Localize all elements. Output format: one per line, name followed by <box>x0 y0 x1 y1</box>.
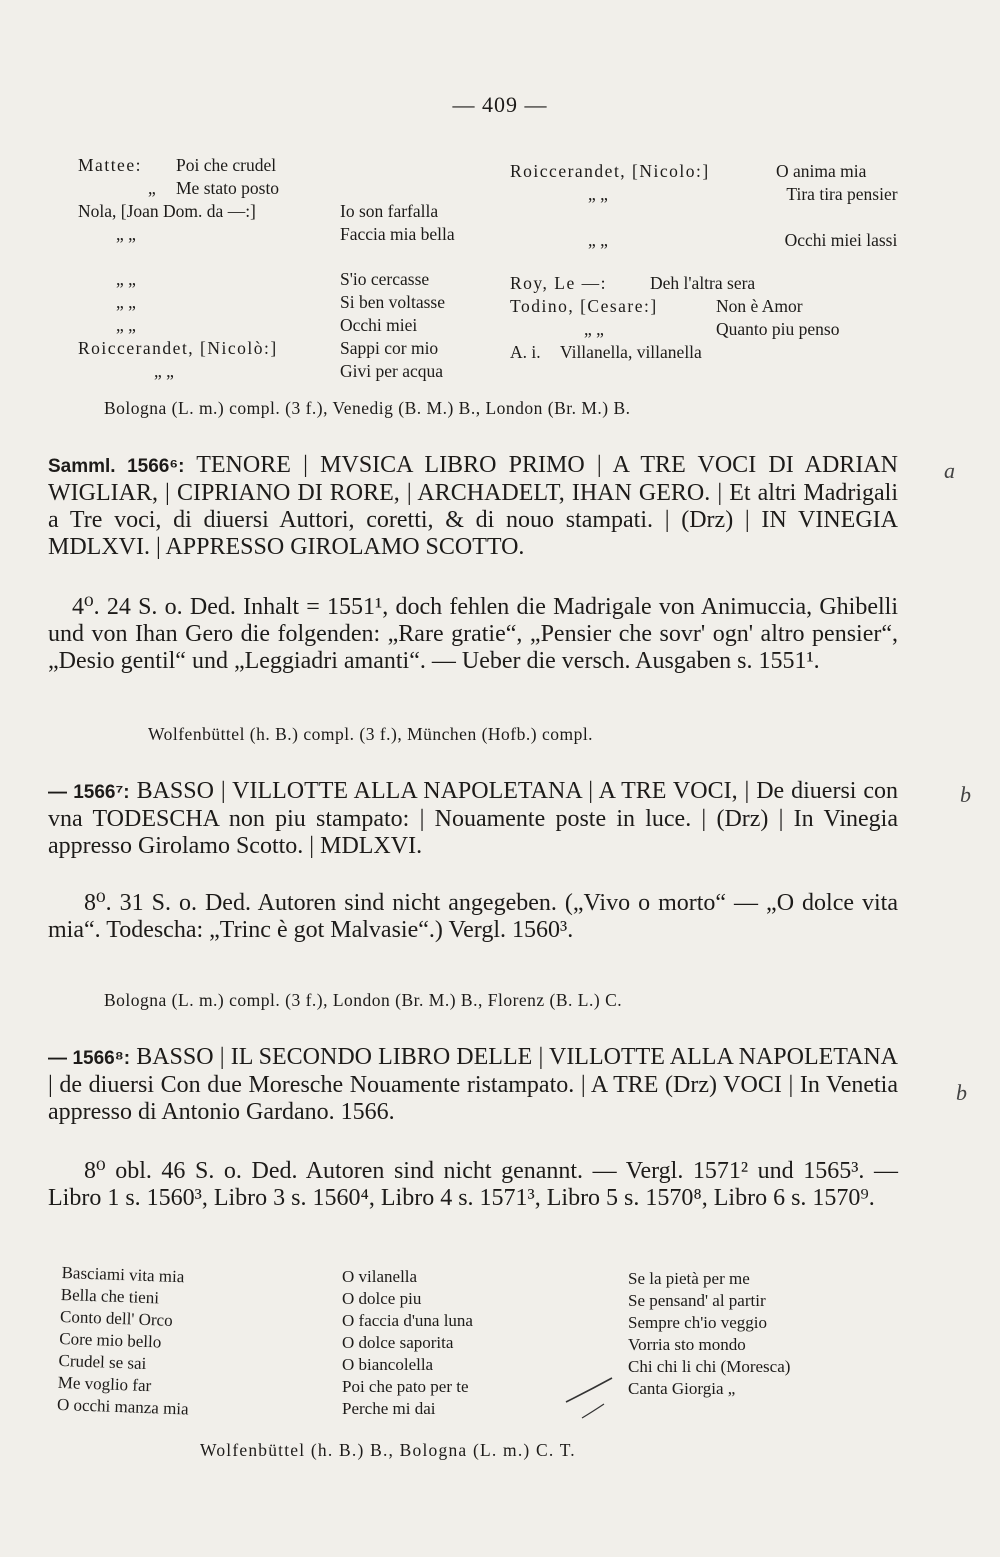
title: Poi che crudel <box>176 155 277 175</box>
song-title: Poi che pato per te <box>342 1377 469 1396</box>
song-title: O biancolella <box>342 1355 434 1374</box>
margin-note: b <box>956 1080 967 1105</box>
song-title: O dolce saporita <box>342 1333 454 1352</box>
ditto: „ „ <box>588 230 608 250</box>
ditto: „ „ <box>116 292 136 312</box>
anonymous: A. i. <box>510 342 541 362</box>
title: Givi per acqua <box>340 361 444 381</box>
title: Occhi miei lassi <box>784 230 898 250</box>
song-title: Se la pietà per me <box>628 1269 750 1288</box>
title: Sappi cor mio <box>340 338 439 358</box>
song-title: Vorria sto mondo <box>628 1335 746 1354</box>
entry-ref: — 1566⁸: <box>48 1048 131 1069</box>
author: Roy, Le —: <box>510 273 607 293</box>
library-holdings: Bologna (L. m.) compl. (3 f.), London (Br. M.) B., Florenz (B. L.) C. <box>104 990 623 1010</box>
ditto: „ <box>148 178 156 198</box>
ditto: „ „ <box>584 319 604 339</box>
entry-1566-6 <box>48 452 898 561</box>
song-title: O dolce piu <box>342 1289 422 1308</box>
song-title: Me voglio far <box>57 1372 152 1396</box>
ditto: „ „ <box>116 224 136 244</box>
song-list-col-3 <box>628 1268 790 1400</box>
title: Non è Amor <box>716 296 803 316</box>
song-title: Crudel se sai <box>58 1350 147 1373</box>
library-holdings: Wolfenbüttel (h. B.) B., Bologna (L. m.) C. T. <box>200 1440 576 1460</box>
song-title: O faccia d'una luna <box>342 1311 473 1330</box>
song-title: Sempre ch'io veggio <box>628 1313 768 1332</box>
title: Deh l'altra sera <box>650 273 756 293</box>
ditto: „ „ <box>588 184 608 204</box>
author: Nola, [Joan Dom. da —:] <box>78 201 256 221</box>
page-number: — 409 — <box>452 92 548 117</box>
song-title: O occhi manza mia <box>56 1394 189 1419</box>
song-title: Bella che tieni <box>60 1284 160 1308</box>
song-title: Chi chi li chi (Moresca) <box>628 1357 791 1376</box>
song-title: Se pensand' al partir <box>628 1291 766 1310</box>
library-holdings: Wolfenbüttel (h. B.) compl. (3 f.), München (Hofb.) compl. <box>148 724 594 744</box>
title: Si ben voltasse <box>340 292 445 312</box>
entry-ref: Samml. 1566⁶: <box>48 456 185 477</box>
title: O anima mia <box>776 161 867 181</box>
author: Roiccerandet, [Nicolò:] <box>78 338 278 358</box>
ditto: „ „ <box>154 361 174 381</box>
ditto: „ „ <box>116 269 136 289</box>
author: Mattee: <box>78 155 142 175</box>
entry-description: 8⁰ obl. 46 S. o. Ded. Autoren sind nicht genannt. — Vergl. 1571² und 1565³. — Libro 1 s. 1560³, Libro 3 s. 1560⁴, Libro 4 s. 1571³, Libro 5 s. 1570⁸, Libro 6 s. 1570⁹. <box>48 1158 898 1211</box>
title: S'io cercasse <box>340 269 430 289</box>
title: Io son farfalla <box>340 201 439 221</box>
song-title: Basciami vita mia <box>61 1262 185 1287</box>
song-title: Perche mi dai <box>342 1399 436 1418</box>
library-holdings: Bologna (L. m.) compl. (3 f.), Venedig (B. M.) B., London (Br. M.) B. <box>104 398 631 418</box>
entry-ref: — 1566⁷: <box>48 782 130 803</box>
entry-1566-7 <box>48 778 898 860</box>
title: Me stato posto <box>176 178 280 198</box>
entry-description: 4⁰. 24 S. o. Ded. Inhalt = 1551¹, doch fehlen die Madrigale von Animuccia, Ghibelli und von Ihan Gero die folgenden: „Rare gratie“, „Pensier che sovr' ogn' altro pensier“, „Desio gentil“ und „Leggiadri amanti“. — Ueber die versch. Ausgaben s. 1551¹. <box>48 594 898 674</box>
margin-note: a <box>944 458 955 483</box>
pencil-mark-icon <box>560 1372 620 1422</box>
entry-1566-8 <box>48 1044 898 1126</box>
song-list-col-1 <box>57 1262 194 1421</box>
song-list-col-2 <box>342 1266 473 1420</box>
song-title: O vilanella <box>342 1267 418 1286</box>
title: Quanto piu penso <box>716 319 840 339</box>
title: Faccia mia bella <box>340 224 455 244</box>
entry-description: 8⁰. 31 S. o. Ded. Autoren sind nicht angegeben. („Vivo o morto“ — „O dolce vita mia“. Todescha: „Trinc è got Malvasie“.) Vergl. 1560³. <box>48 890 898 943</box>
title: Villanella, villanella <box>560 342 702 362</box>
entry-title: TENORE | MVSICA LIBRO PRIMO | A TRE VOCI DI ADRIAN WIGLIAR, | CIPRIANO DI RORE, | ARCHADELT, IHAN GERO. | Et altri Madrigali a Tre voci, di diuersi Auttori, coretti, & di nouo stampati. | (Drz) | IN VINEGIA MDLXVI. | APPRESSO GIROLAMO SCOTTO. <box>48 452 898 560</box>
song-title: Canta Giorgia „ <box>628 1379 736 1398</box>
song-title: Core mio bello <box>58 1328 162 1352</box>
title: Occhi miei <box>340 315 418 335</box>
title: Tira tira pensier <box>786 184 898 204</box>
margin-note: b <box>960 782 971 807</box>
author: Todino, [Cesare:] <box>510 296 658 316</box>
entry-title: BASSO | VILLOTTE ALLA NAPOLETANA | A TRE VOCI, | De diuersi con vna TODESCHA non piu stampato: | Nouamente poste in luce. | (Drz) | In Vinegia appresso Girolamo Scotto. | MDLXVI. <box>48 778 899 859</box>
song-title: Conto dell' Orco <box>59 1306 173 1330</box>
author: Roiccerandet, [Nicolo:] <box>510 161 710 181</box>
ditto: „ „ <box>116 315 136 335</box>
entry-title: BASSO | IL SECONDO LIBRO DELLE | VILLOTTE ALLA NAPOLETANA | de diuersi Con due Moresche Nouamente ristampato. | A TRE (Drz) VOCI | In Venetia appresso di Antonio Gardano. 1566. <box>48 1044 899 1125</box>
